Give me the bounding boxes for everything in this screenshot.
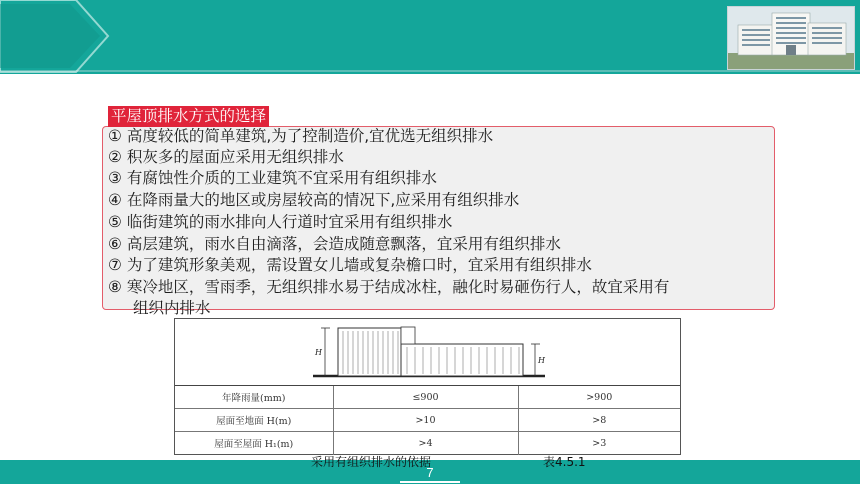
table-number: 表4.5.1 — [543, 455, 586, 469]
drainage-figure — [174, 318, 681, 455]
table-cell: 年降雨量(mm) — [175, 386, 333, 409]
table-cell: >10 — [333, 409, 518, 432]
rule-item-6: ⑥ 高层建筑，雨水自由滴落，会造成随意飘落，宜采用有组织排水 — [108, 235, 561, 253]
rule-item-5: ⑤ 临街建筑的雨水排向人行道时宜采用有组织排水 — [108, 213, 453, 231]
dimension-label-right: H — [538, 356, 545, 365]
rule-item-1: ① 高度较低的简单建筑,为了控制造价,宜优选无组织排水 — [108, 127, 494, 145]
rule-item-3: ③ 有腐蚀性介质的工业建筑不宜采用有组织排水 — [108, 169, 437, 187]
table-cell: >8 — [518, 409, 680, 432]
table-cell: >3 — [518, 432, 680, 455]
table-row — [175, 432, 680, 455]
rule-item-4: ④ 在降雨量大的地区或房屋较高的情况下,应采用有组织排水 — [108, 191, 520, 209]
dimension-label-left: H — [315, 348, 322, 357]
building-photo-icon — [727, 6, 855, 70]
header-chevron-shape — [0, 0, 110, 74]
rule-item-8-continuation: 组织内排水 — [133, 299, 211, 317]
rule-item-7: ⑦ 为了建筑形象美观，需设置女儿墙或复杂檐口时，宜采用有组织排水 — [108, 256, 592, 274]
table-cell: ≤900 — [333, 386, 518, 409]
table-cell: >4 — [333, 432, 518, 455]
table-cell: >900 — [518, 386, 680, 409]
building-section-diagram — [175, 319, 682, 381]
table-row — [175, 386, 680, 409]
page-number: 7 — [400, 464, 460, 482]
table-cell: 屋面至地面 H(m) — [175, 409, 333, 432]
table-cell: 屋面至屋面 H₁(m) — [175, 432, 333, 455]
figure-caption: 采用有组织排水的依据 — [311, 455, 432, 469]
drainage-criteria-table — [175, 385, 680, 455]
card-title: 平屋顶排水方式的选择 — [108, 106, 269, 127]
rule-item-2: ② 积灰多的屋面应采用无组织排水 — [108, 148, 344, 166]
header-band — [0, 0, 860, 74]
table-row — [175, 409, 680, 432]
rule-item-8: ⑧ 寒冷地区，雪雨季，无组织排水易于结成冰柱，融化时易砸伤行人，故宜采用有 — [108, 278, 670, 296]
